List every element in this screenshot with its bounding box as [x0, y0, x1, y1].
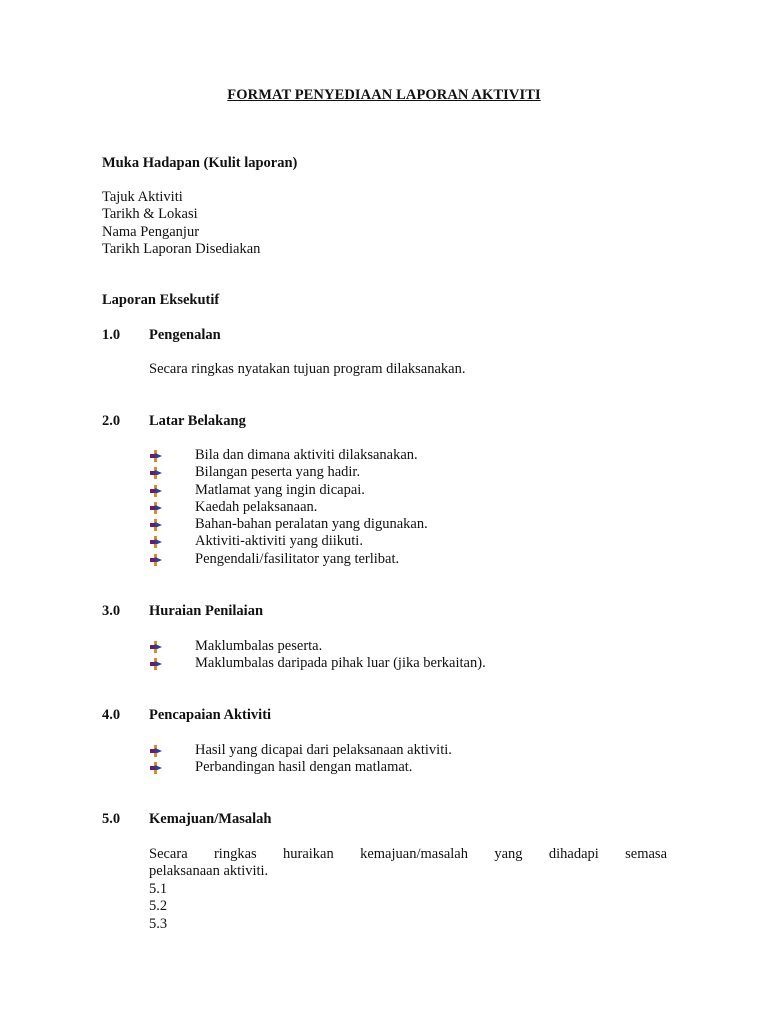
cover-line-date-location: Tarikh & Lokasi — [102, 206, 198, 222]
section-5-subitem-1: 5.1 — [149, 881, 168, 897]
executive-heading: Laporan Eksekutif — [102, 292, 220, 308]
arrow-bullet-icon — [149, 745, 162, 757]
cover-heading: Muka Hadapan (Kulit laporan) — [102, 155, 298, 171]
cover-line-organizer: Nama Penganjur — [102, 224, 200, 240]
bullet-text: Matlamat yang ingin dicapai. — [195, 481, 365, 498]
bullet-text: Pengendali/fasilitator yang terlibat. — [195, 550, 400, 567]
bullet-text: Hasil yang dicapai dari pelaksanaan aktiviti. — [195, 742, 452, 758]
section-3-heading: Huraian Penilaian — [149, 603, 264, 619]
document-title: FORMAT PENYEDIAAN LAPORAN AKTIVITI — [227, 87, 541, 103]
section-5-subitem-3: 5.3 — [149, 916, 168, 932]
section-3-number: 3.0 — [102, 603, 121, 619]
cover-line-title: Tajuk Aktiviti — [102, 189, 183, 205]
arrow-bullet-icon — [149, 485, 162, 497]
cover-line-report-date: Tarikh Laporan Disediakan — [102, 241, 261, 257]
bullet-text: Maklumbalas peserta. — [195, 638, 323, 654]
section-1-number: 1.0 — [102, 327, 121, 343]
arrow-bullet-icon — [149, 554, 162, 566]
bullet-text: Maklumbalas daripada pihak luar (jika berkaitan). — [195, 655, 486, 672]
arrow-bullet-icon — [149, 536, 162, 548]
arrow-bullet-icon — [149, 450, 162, 462]
arrow-bullet-icon — [149, 658, 162, 670]
bullet-text: Aktiviti-aktiviti yang diikuti. — [195, 533, 363, 550]
section-5-number: 5.0 — [102, 811, 121, 827]
bullet-text: Kaedah pelaksanaan. — [195, 498, 318, 515]
arrow-bullet-icon — [149, 467, 162, 479]
section-2-heading: Latar Belakang — [149, 413, 246, 429]
bullet-text: Perbandingan hasil dengan matlamat. — [195, 759, 413, 776]
section-5-paragraph-line-2: pelaksanaan aktiviti. — [149, 863, 269, 879]
arrow-bullet-icon — [149, 762, 162, 774]
arrow-bullet-icon — [149, 641, 162, 653]
section-4-heading: Pencapaian Aktiviti — [149, 707, 272, 723]
section-5-subitem-2: 5.2 — [149, 898, 168, 914]
arrow-bullet-icon — [149, 502, 162, 514]
section-5-heading: Kemajuan/Masalah — [149, 811, 272, 827]
bullet-text: Bila dan dimana aktiviti dilaksanakan. — [195, 447, 418, 463]
section-1-heading: Pengenalan — [149, 327, 221, 343]
section-5-paragraph-line-1: Secara ringkas huraikan kemajuan/masalah yang dihadapi semasa — [149, 846, 667, 862]
section-4-number: 4.0 — [102, 707, 121, 723]
section-2-number: 2.0 — [102, 413, 121, 429]
bullet-text: Bahan-bahan peralatan yang digunakan. — [195, 516, 428, 533]
bullet-text: Bilangan peserta yang hadir. — [195, 464, 361, 481]
section-1-paragraph: Secara ringkas nyatakan tujuan program dilaksanakan. — [149, 361, 466, 377]
arrow-bullet-icon — [149, 519, 162, 531]
